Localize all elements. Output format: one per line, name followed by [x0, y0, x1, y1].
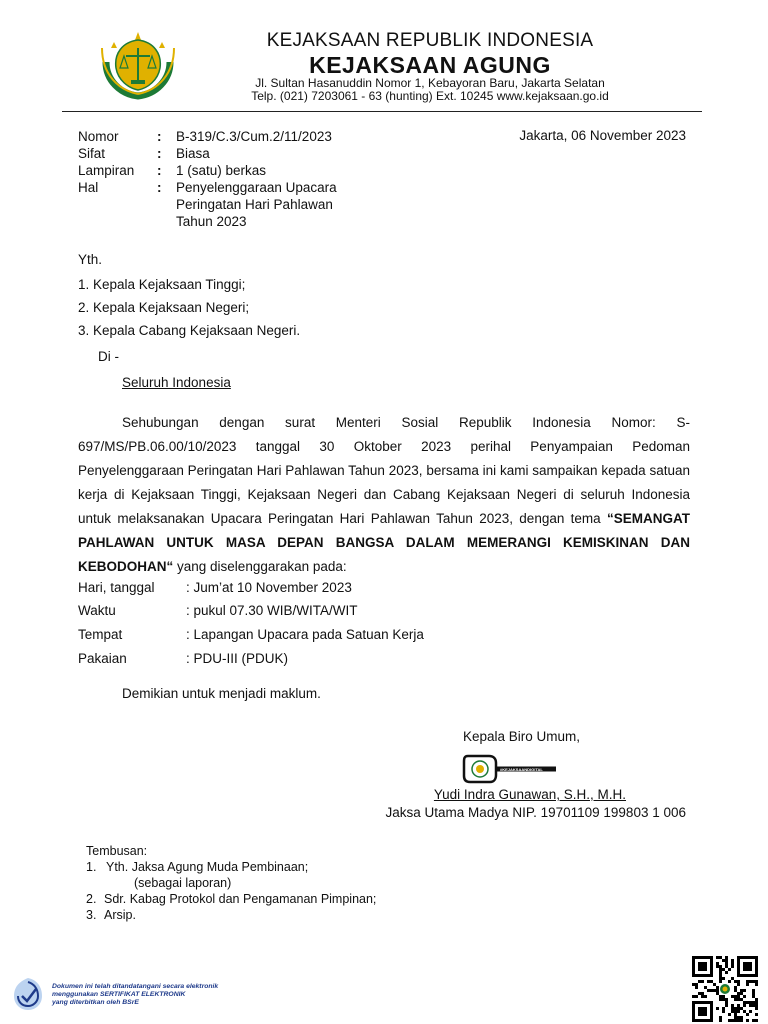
- detail-label: Pakaian: [78, 651, 127, 666]
- detail-label: Hari, tanggal: [78, 580, 155, 595]
- notice-line: menggunakan SERTIFIKAT ELEKTRONIK: [52, 991, 186, 998]
- body-paragraph: [78, 411, 690, 579]
- notice-line: yang diterbitkan oleh BSrE: [52, 999, 139, 1006]
- detail-value: : Jum’at 10 November 2023: [186, 580, 352, 595]
- tembusan-item: Sdr. Kabag Protokol dan Pengamanan Pimpinan;: [104, 892, 377, 906]
- sifat-value: Biasa: [176, 146, 210, 161]
- nomor-value: B-319/C.3/Cum.2/11/2023: [176, 129, 332, 144]
- detail-label: Waktu: [78, 603, 116, 618]
- hal-value-line3: Tahun 2023: [176, 214, 247, 229]
- letterhead-contact: Telp. (021) 7203061 - 63 (hunting) Ext. 10245 www.kejaksaan.go.id: [251, 89, 609, 103]
- recipient-di: Di -: [98, 349, 119, 364]
- letterhead-office: KEJAKSAAN AGUNG: [309, 52, 551, 78]
- detail-label: Tempat: [78, 627, 123, 642]
- notice-line: Dokumen ini telah ditandatangani secara elektronik: [52, 983, 219, 990]
- verification-qr-code: [692, 956, 758, 1022]
- nomor-label: Nomor: [78, 129, 119, 144]
- digital-signature-stamp-icon: [462, 753, 558, 785]
- tembusan-num: 2.: [86, 892, 97, 906]
- letterhead-divider: [62, 111, 702, 112]
- detail-value: : Lapangan Upacara pada Satuan Kerja: [186, 627, 424, 642]
- sifat-label: Sifat: [78, 146, 106, 161]
- closing-sentence: Demikian untuk menjadi maklum.: [122, 686, 321, 701]
- body-text-start: Sehubungan dengan surat Menteri Sosial Republik Indonesia Nomor: S-697/MS/PB.06.00/10/2023 tanggal 30 Oktober 2023 perihal Penyampaian Pedoman Penyelenggaraan Peringatan Hari Pahlawan Tahun 2023, bersama ini kami sampaikan kepada satuan kerja di Kejaksaan Tinggi, Kejaksaan Negeri dan Cabang Kejaksaan Negeri di seluruh Indonesia untuk melaksanakan Upacara Peringatan Hari Pahlawan Tahun 2023, dengan tema: [78, 415, 690, 526]
- lampiran-value: 1 (satu) berkas: [176, 163, 267, 178]
- signatory-name: Yudi Indra Gunawan, S.H., M.H.: [433, 787, 626, 802]
- tembusan-num: 3.: [86, 908, 97, 922]
- hal-value-line1: Penyelenggaraan Upacara: [176, 180, 337, 195]
- hal-label: Hal: [78, 180, 99, 195]
- letterhead-address: Jl. Sultan Hasanuddin Nomor 1, Kebayoran Baru, Jakarta Selatan: [255, 76, 605, 90]
- bsre-logo-icon: [12, 976, 44, 1012]
- place-date: Jakarta, 06 November 2023: [519, 128, 686, 143]
- colon: :: [157, 180, 162, 195]
- recipient-location: Seluruh Indonesia: [122, 375, 231, 390]
- signatory-title: Jaksa Utama Madya NIP. 19701109 199803 1 006: [385, 805, 686, 820]
- detail-value: : PDU-III (PDUK): [186, 651, 289, 666]
- tembusan-item: (sebagai laporan): [134, 876, 232, 890]
- hal-value-line2: Peringatan Hari Pahlawan: [176, 197, 333, 212]
- salutation: Yth.: [78, 252, 103, 267]
- tembusan-item: Arsip.: [104, 908, 136, 922]
- tembusan-num: 1.: [86, 860, 97, 874]
- recipient-item: 3. Kepala Cabang Kejaksaan Negeri.: [78, 323, 301, 338]
- colon: :: [157, 163, 162, 178]
- tembusan-heading: Tembusan:: [86, 844, 148, 858]
- recipient-item: 1. Kepala Kejaksaan Tinggi;: [78, 277, 246, 292]
- lampiran-label: Lampiran: [78, 163, 135, 178]
- tembusan-item: Yth. Jaksa Agung Muda Pembinaan;: [106, 860, 309, 874]
- recipient-item: 2. Kepala Kejaksaan Negeri;: [78, 300, 250, 315]
- signatory-position: Kepala Biro Umum,: [462, 729, 580, 744]
- colon: :: [157, 129, 162, 144]
- detail-value: : pukul 07.30 WIB/WITA/WIT: [186, 603, 358, 618]
- electronic-signature-notice: [52, 983, 218, 1007]
- event-theme: “SEMANGAT PAHLAWAN UNTUK MASA DEPAN BANGSA DALAM MEMERANGI KEMISKINAN DAN KEBODOHAN“: [78, 511, 690, 574]
- letterhead-institution: KEJAKSAAN REPUBLIK INDONESIA: [266, 30, 594, 51]
- colon: :: [157, 146, 162, 161]
- stamp-text: #KEJAKSAANDIGITAL: [500, 767, 543, 772]
- body-text-end: yang diselenggarakan pada:: [173, 559, 347, 574]
